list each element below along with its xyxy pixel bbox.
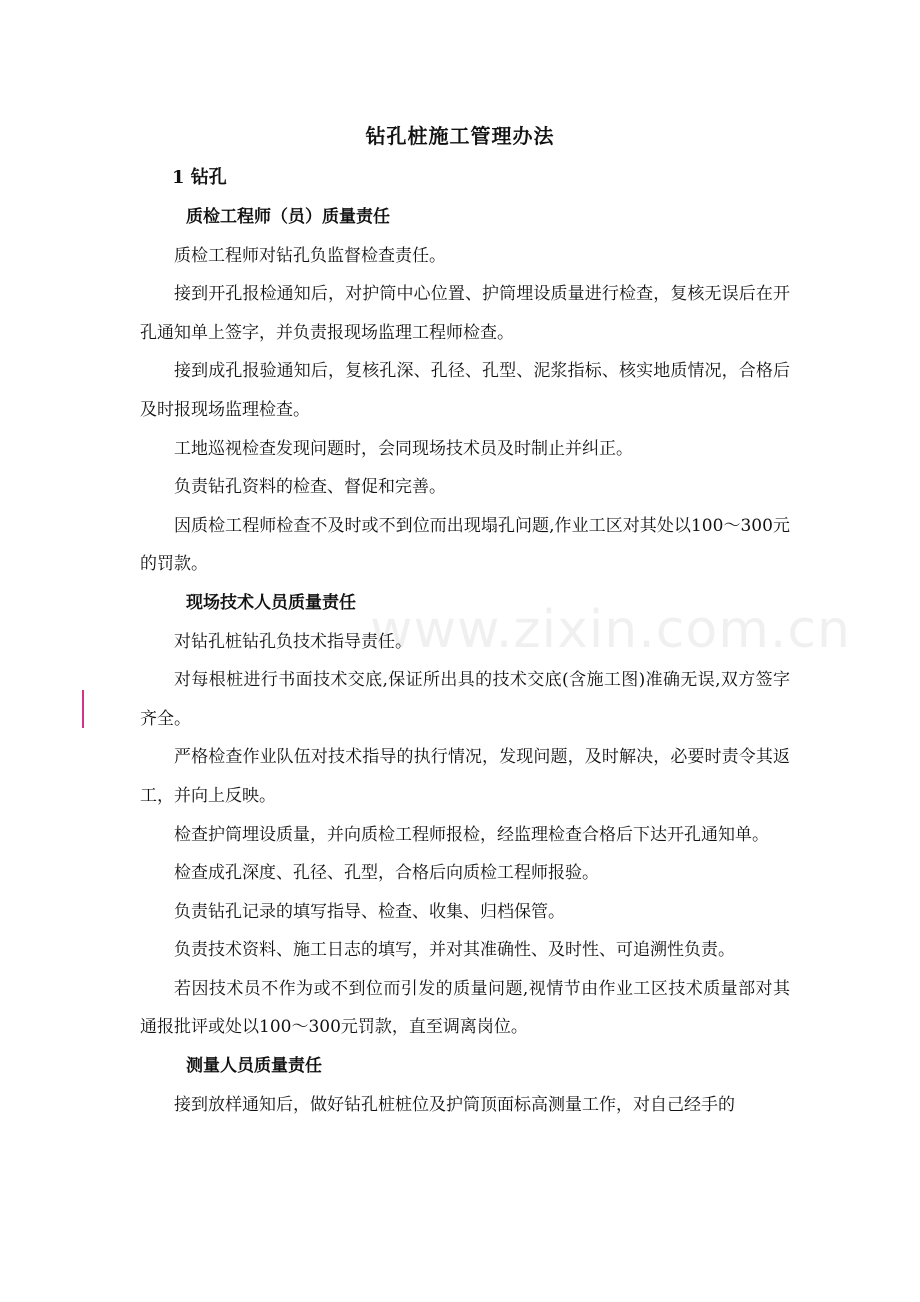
section-heading: 1 钻孔 [172,167,227,188]
paragraph: 负责钻孔资料的检查、督促和完善。 [174,477,446,498]
subsection-heading: 质检工程师（员）质量责任 [186,207,390,227]
paragraph: 因质检工程师检查不及时或不到位而出现塌孔问题,作业工区对其处以100～300元的罚款。 [140,515,790,575]
subsection-heading: 测量人员质量责任 [186,1056,322,1077]
subsection-heading: 现场技术人员质量责任 [186,592,356,613]
watermark: www.zixin.com.cn [370,600,851,660]
paragraph: 对钻孔桩钻孔负技术指导责任。 [174,631,412,652]
paragraph: 接到成孔报验通知后，复核孔深、孔径、孔型、泥浆指标、核实地质情况，合格后及时报现场监理检查。 [140,361,790,420]
paragraph: 负责技术资料、施工日志的填写，并对其准确性、及时性、可追溯性负责。 [174,940,735,961]
paragraph: 工地巡视检查发现问题时，会同现场技术员及时制止并纠正。 [174,438,633,459]
paragraph: 对每根桩进行书面技术交底,保证所出具的技术交底(含施工图)准确无误,双方签字齐全。 [140,670,790,729]
paragraph: 若因技术员不作为或不到位而引发的质量问题,视情节由作业工区技术质量部对其通报批评或处以100～300元罚款，直至调离岗位。 [140,978,790,1038]
margin-mark [82,690,84,728]
paragraph: 负责钻孔记录的填写指导、检查、收集、归档保管。 [174,901,565,922]
paragraph: 严格检查作业队伍对技术指导的执行情况，发现问题，及时解决，必要时责令其返工，并向上反映。 [140,747,790,806]
page-title: 钻孔桩施工管理办法 [365,124,555,148]
paragraph: 质检工程师对钻孔负监督检查责任。 [174,245,446,266]
paragraph: 接到放样通知后，做好钻孔桩桩位及护筒顶面标高测量工作，对自己经手的 [174,1094,735,1115]
document-body [140,198,790,1124]
paragraph: 接到开孔报检通知后，对护筒中心位置、护筒埋设质量进行检查，复核无误后在开孔通知单上签字，并负责报现场监理工程师检查。 [140,284,790,343]
paragraph: 检查护筒埋设质量，并向质检工程师报检，经监理检查合格后下达开孔通知单。 [174,824,769,845]
paragraph: 检查成孔深度、孔径、孔型，合格后向质检工程师报验。 [174,863,599,884]
